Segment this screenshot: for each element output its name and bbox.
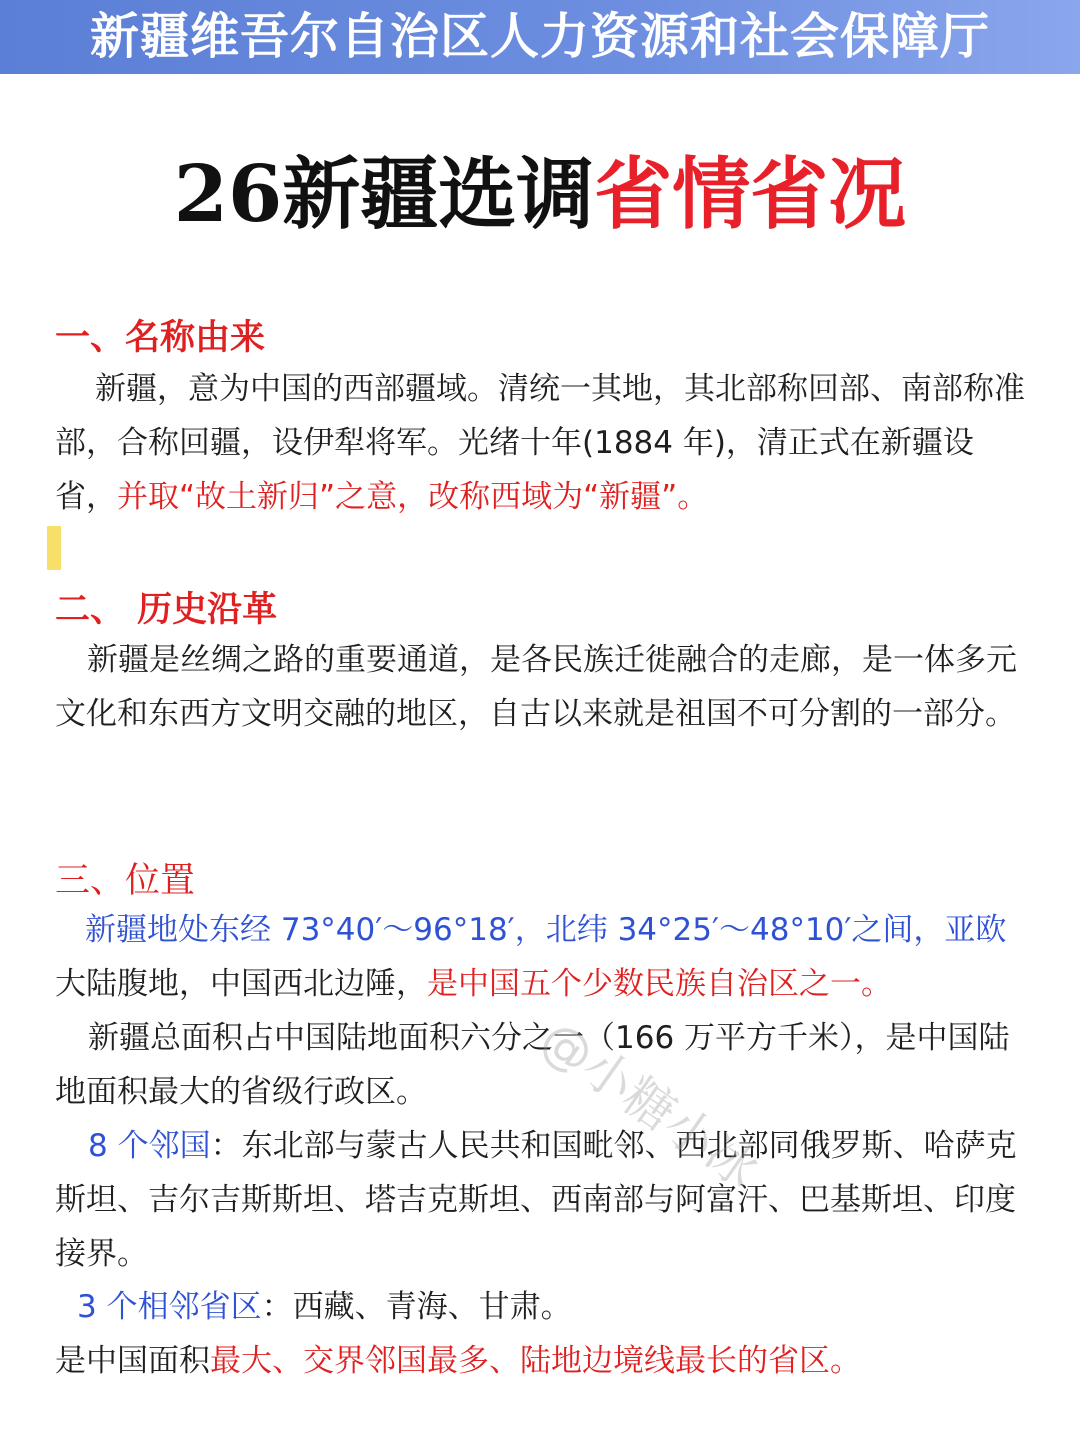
watermark: @小糖小冰 (530, 1009, 769, 1200)
coordinates-text: 新疆地处东经 73°40′～96°18′，北纬 34°25′～48°10′之间，亚欧 (85, 912, 1007, 948)
autonomous-region-highlight: 是中国五个少数民族自治区之一。 (427, 966, 892, 1002)
neighbor-provinces-text: ：西藏、青海、甘肃。 (261, 1289, 572, 1325)
summary-text: 是中国面积 (55, 1343, 210, 1379)
neighbor-countries-label: 8 个邻国 (88, 1128, 211, 1164)
header-banner: 新疆维吾尔自治区人力资源和社会保障厅 (0, 0, 1080, 74)
section-3-paragraph-1 (55, 903, 1030, 1011)
section-1-highlight: 并取“故土新归”之意，改称西域为“新疆”。 (117, 479, 709, 515)
section-3-paragraph-5 (55, 1334, 1030, 1388)
neighbor-provinces-label: 3 个相邻省区 (77, 1289, 262, 1325)
page-title-part2: 省情省况 (594, 149, 907, 240)
section-3-paragraph-3 (55, 1119, 1030, 1281)
section-heading-history: 二、 历史沿革 (55, 590, 278, 630)
yellow-marker-bar (47, 526, 61, 570)
location-text: 大陆腹地，中国西北边陲， (55, 966, 427, 1002)
section-heading-name-origin: 一、名称由来 (55, 318, 266, 358)
section-3-paragraph-4 (55, 1280, 1030, 1334)
section-1-text: 新疆，意为中国的西部疆域。清统一其地，其北部称回部、南部称准部，合称回疆，设伊犁将军。光绪十年(1884 年)，清正式在新疆设省， (55, 371, 1025, 515)
summary-highlight: 最大、交界邻国最多、陆地边境线最长的省区。 (210, 1343, 861, 1379)
page-title (0, 145, 1080, 245)
section-heading-location: 三、位置 (55, 861, 196, 901)
section-2-paragraph: 新疆是丝绸之路的重要通道，是各民族迁徙融合的走廊，是一体多元文化和东西方文明交融的地区，自古以来就是祖国不可分割的一部分。 (55, 642, 1017, 732)
page-title-part1: 26新疆选调 (173, 149, 595, 240)
section-3-paragraph-2: 新疆总面积占中国陆地面积六分之一（166 万平方千米），是中国陆地面积最大的省级行政区。 (55, 1020, 1010, 1110)
neighbor-countries-text: ：东北部与蒙古人民共和国毗邻、西北部同俄罗斯、哈萨克斯坦、吉尔吉斯斯坦、塔吉克斯坦、西南部与阿富汗、巴基斯坦、印度接界。 (55, 1128, 1017, 1272)
section-1-paragraph (55, 362, 1030, 524)
